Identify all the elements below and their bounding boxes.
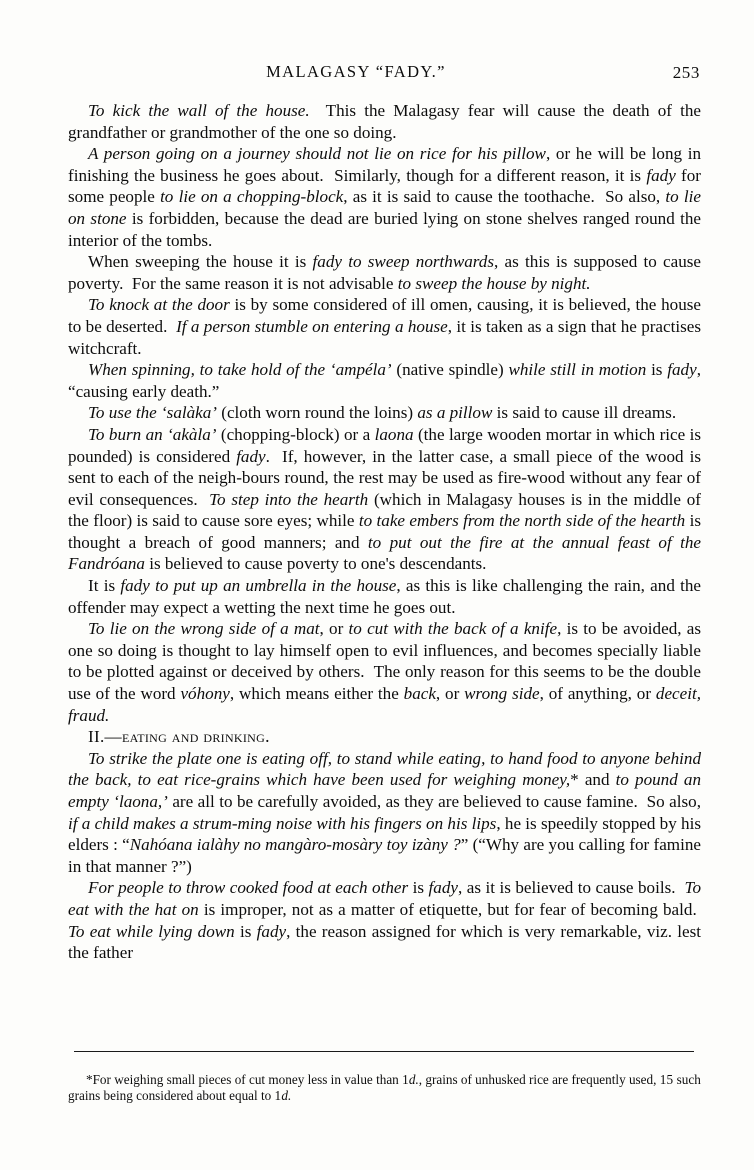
footnote-block [68, 1072, 708, 1105]
body-paragraph: For people to throw cooked food at each other is fady, as it is believed to cause boils. To eat with the hat on is improper, not as a matter of etiquette, but for fear of becoming bald. To eat while lying down is fady, the reason assigned for which is very remarkable, viz. lest the father [68, 878, 701, 963]
body-paragraph: To knock at the door is by some considered of ill omen, causing, it is believed, the house to be deserted. If a person stumble on entering a house, it is taken as a sign that he practises witchcraft. [68, 295, 701, 358]
section-heading-text: eating and drinking. [121, 726, 270, 747]
body-paragraph: When spinning, to take hold of the ‘ampéla’ (native spindle) while still in motion is fady, “causing early death.” [68, 360, 701, 401]
footnote-separator-rule [74, 1051, 694, 1052]
body-paragraph: When sweeping the house it is fady to sweep northwards, as this is supposed to cause poverty. For the same reason it is not advisable to sweep the house by night. [68, 252, 702, 293]
section-heading-slot [68, 726, 701, 748]
body-paragraph: To strike the plate one is eating off, to stand while eating, to hand food to anyone behind the back, to eat rice-grains which have been used for weighing money,* and to pound an empty ‘laona,’ are all to be carefully avoided, as they are believed to cause famine. So also, if a child makes a strum-ming noise with his fingers on his lips, he is speedily stopped by his elders : “Nahóana ialàhy no mangàro-mosàry toy izàny ?” (“Why are you calling for famine in that manner ?”) [68, 748, 701, 876]
body-paragraph: To burn an ‘akàla’ (chopping-block) or a laona (the large wooden mortar in which rice is pounded) is considered fady. If, however, in the latter case, a small piece of the wood is sent to each of the neigh-bours round, the rest may be used as fire-wood without any fear of evil consequences. To step into the hearth (which in Malagasy houses is in the middle of the floor) is said to cause sore eyes; while to take embers from the north side of the hearth is thought a breach of good manners; and to put out the fire at the annual feast of the Fandróana is believed to cause poverty to one's descendants. [68, 424, 702, 574]
body-paragraph: To lie on the wrong side of a mat, or to cut with the back of a knife, is to be avoided, as one so doing is thought to lay himself open to evil influences, and becomes specially liable to be plotted against or deceived by others. The only reason for this seems to be the double use of the word vóhony, which means either the back, or wrong side, of anything, or deceit, fraud. [68, 619, 701, 725]
body-text-block [68, 100, 701, 964]
body-paragraph: A person going on a journey should not lie on rice for his pillow, or he will be long in finishing the business he goes about. Similarly, though for a different reason, it is fady for some people to lie on a chopping-block, as it is said to cause the toothache. So also, to lie on stone is forbidden, because the dead are buried lying on stone shelves ranged round the interior of the tombs. [68, 144, 702, 250]
paragraph-group-primary [68, 100, 701, 726]
body-paragraph: To use the ‘salàka’ (cloth worn round the loins) as a pillow is said to cause ill dreams. [88, 403, 677, 423]
body-paragraph: It is fady to put up an umbrella in the house, as this is like challenging the rain, and the offender may expect a wetting the next time he goes out. [68, 576, 702, 617]
footnote-text: *For weighing small pieces of cut money less in value than 1d., grains of unhusked rice are frequently used, 15 such grains being considered about equal to 1d. [68, 1072, 701, 1104]
paragraph-group-secondary [68, 748, 701, 964]
running-head [68, 62, 700, 88]
body-paragraph: To kick the wall of the house. This the Malagasy fear will cause the death of the grandfather or grandmother of the one so doing. [68, 101, 701, 142]
section-heading [68, 726, 701, 748]
section-heading-numeral: II.— [88, 727, 122, 747]
page-number: 253 [672, 63, 700, 82]
running-head-title: MALAGASY “FADY.” [266, 62, 446, 81]
